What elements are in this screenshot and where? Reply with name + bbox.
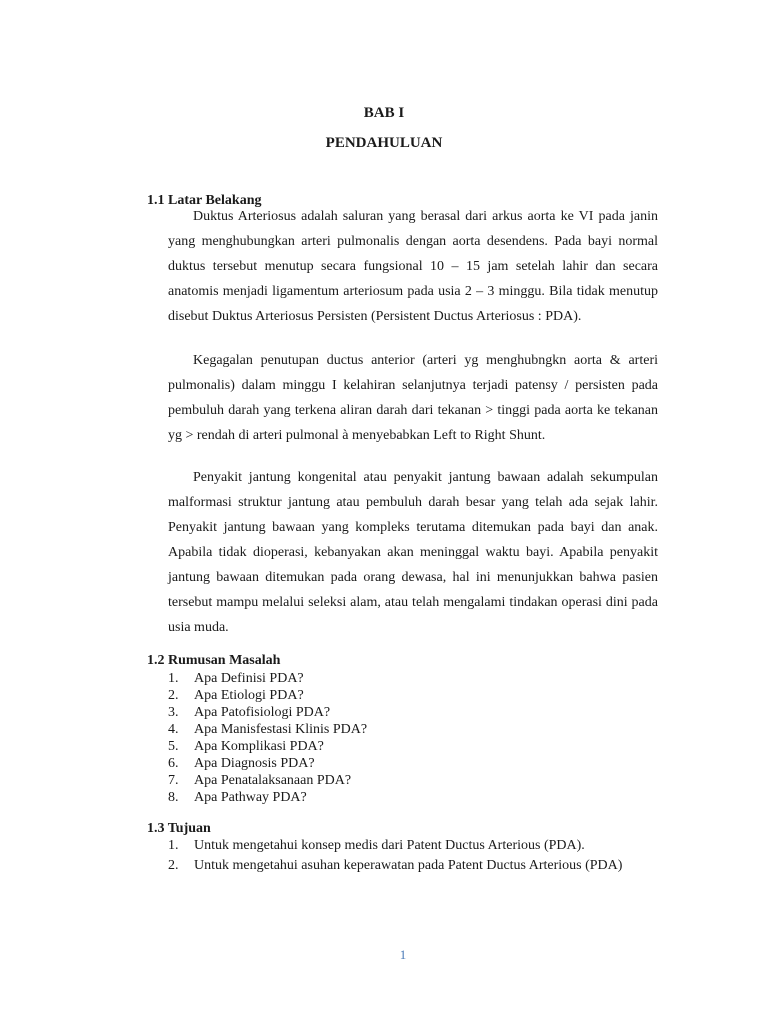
list-item (168, 670, 658, 687)
list-item (168, 772, 658, 789)
list-item (168, 704, 658, 721)
list-item-text: Apa Diagnosis PDA? (194, 756, 315, 771)
list-item (168, 721, 658, 738)
list-item (168, 687, 658, 704)
list-item-text: Apa Pathway PDA? (194, 790, 307, 805)
paragraph: Duktus Arteriosus adalah saluran yang berasal dari arkus aorta ke VI pada janin yang menghubungkan arteri pulmonalis dengan aorta desendens. Pada bayi normal duktus tersebut menutup secara fungsional 10 – 15 jam setelah lahir dan secara anatomis menjadi ligamentum arteriosum pada usia 2 – 3 minggu. Bila tidak menutup disebut Duktus Arteriosus Persisten (Persistent Ductus Arteriosus : PDA). (168, 209, 658, 324)
list-item-number: 8. (168, 790, 179, 805)
paragraph: Kegagalan penutupan ductus anterior (arteri yg menghubngkn aorta & arteri pulmonalis) dalam minggu I kelahiran selanjutnya terjadi patensy / persisten pada pembuluh darah yang terkena aliran darah dari tekanan > tinggi pada aorta ke tekanan yg > rendah di arteri pulmonal à menyebabkan Left to Right Shunt. (168, 353, 658, 443)
list-item-number: 6. (168, 756, 179, 771)
list-item-text: Apa Etiologi PDA? (194, 688, 304, 703)
list-item-number: 2. (168, 858, 179, 873)
chapter-title: PENDAHULUAN (325, 135, 443, 151)
list-item-number: 4. (168, 722, 179, 737)
section-heading-rumusan-masalah: 1.2 Rumusan Masalah (147, 653, 281, 668)
list-item-text: Apa Patofisiologi PDA? (194, 705, 331, 720)
rumusan-masalah-list (168, 670, 658, 806)
list-item-text: Apa Penatalaksanaan PDA? (194, 773, 352, 788)
list-item-text: Apa Komplikasi PDA? (194, 739, 324, 754)
section-heading-tujuan: 1.3 Tujuan (147, 821, 211, 836)
chapter-label: BAB I (363, 105, 405, 121)
list-item-text: Apa Manisfestasi Klinis PDA? (194, 722, 368, 737)
page-number: 1 (399, 947, 407, 962)
list-item (168, 789, 658, 806)
list-item (168, 738, 658, 755)
list-item-text: Untuk mengetahui asuhan keperawatan pada Patent Ductus Arterious (PDA) (194, 858, 623, 873)
list-item-number: 5. (168, 739, 179, 754)
list-item (168, 755, 658, 772)
list-item-number: 1. (168, 671, 179, 686)
list-item-text: Apa Definisi PDA? (194, 671, 304, 686)
list-item-number: 2. (168, 688, 179, 703)
section-heading-latar-belakang: 1.1 Latar Belakang (147, 193, 262, 208)
list-item-text: Untuk mengetahui konsep medis dari Patent Ductus Arterious (PDA). (194, 838, 585, 853)
list-item (168, 854, 658, 877)
list-item-number: 1. (168, 838, 179, 853)
list-item (168, 837, 658, 854)
list-item-number: 3. (168, 705, 179, 720)
tujuan-list (168, 837, 658, 877)
list-item-number: 7. (168, 773, 179, 788)
paragraph: Penyakit jantung kongenital atau penyakit jantung bawaan adalah sekumpulan malformasi struktur jantung atau pembuluh darah besar yang telah ada sejak lahir. Penyakit jantung bawaan yang kompleks terutama ditemukan pada bayi dan anak. Apabila tidak dioperasi, kebanyakan akan meninggal waktu bayi. Apabila penyakit jantung bawaan ditemukan pada orang dewasa, hal ini menunjukkan bahwa pasien tersebut mampu melalui seleksi alam, atau telah mengalami tindakan operasi dini pada usia muda. (168, 470, 658, 635)
